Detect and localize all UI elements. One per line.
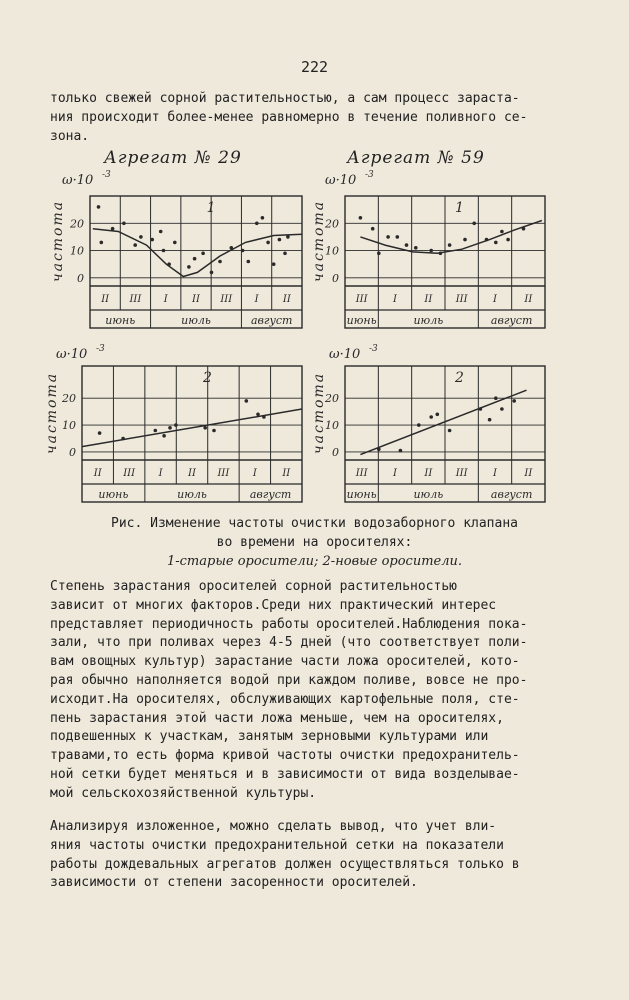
chart-agg59-old	[311, 168, 555, 330]
y-tick-label: 0	[332, 271, 339, 285]
data-point	[436, 413, 440, 417]
intro-paragraph	[50, 90, 550, 146]
data-point	[500, 407, 504, 411]
trend-line	[93, 229, 302, 277]
decade-label: I	[493, 294, 497, 305]
data-point	[429, 249, 433, 253]
decade-label: II	[101, 294, 110, 305]
chart-agg59-new	[311, 342, 555, 504]
data-point	[448, 429, 452, 433]
data-point	[448, 243, 452, 247]
curve-number: 2	[455, 370, 464, 386]
y-tick-label: 20	[62, 392, 76, 406]
data-point	[167, 262, 171, 266]
data-point	[377, 448, 381, 452]
caption-legend: 1-старые оросители; 2-новые оросители.	[166, 554, 463, 569]
decade-label: I	[393, 294, 397, 305]
plot-frame	[82, 366, 302, 502]
data-point	[500, 230, 504, 234]
data-point	[439, 252, 443, 256]
text-line: исходит.На оросителях, обслуживающих картофельные поля, сте-	[50, 691, 520, 707]
data-point	[359, 216, 363, 220]
data-point	[377, 252, 381, 256]
data-point	[522, 227, 526, 231]
text-line: пень зарастания этой части ложа меньше, чем на оросителях,	[50, 710, 504, 726]
text-line: ной сетки будет меняться и в зависимости от вида возделывае-	[50, 766, 520, 782]
data-point	[255, 222, 259, 226]
y-axis-label: частота	[50, 199, 66, 283]
y-tick-label: 0	[332, 445, 339, 459]
month-label: август	[249, 488, 292, 501]
text-line: зависит от многих факторов.Среди них практический интерес	[50, 597, 497, 613]
data-point	[162, 249, 166, 253]
decade-label: II	[424, 294, 433, 305]
y-tick-label: 10	[70, 244, 84, 258]
decade-label: III	[355, 294, 368, 305]
data-point	[97, 205, 101, 209]
month-label: август	[490, 314, 533, 327]
decade-label: I	[158, 468, 163, 479]
text-line: травами,то есть форма кривой частоты очистки предохранитель-	[50, 748, 520, 764]
month-label: июнь	[98, 488, 129, 501]
data-point	[278, 238, 282, 242]
data-point	[201, 252, 205, 256]
y-tick-label: 0	[69, 445, 76, 459]
data-point	[371, 227, 375, 231]
text-line: Степень зарастания оросителей сорной растительностью	[50, 579, 457, 594]
decade-label: III	[455, 468, 468, 479]
text-line: зали, что при поливах через 4-5 дней (что соответствует поли-	[50, 635, 528, 651]
data-point	[241, 249, 245, 253]
data-point	[463, 238, 467, 242]
text-line: зависимости от степени засоренности оросителей.	[50, 875, 418, 891]
data-point	[121, 437, 125, 441]
data-point	[162, 434, 166, 438]
data-point	[159, 230, 163, 234]
unit-label: ω·10	[325, 173, 357, 188]
data-point	[230, 246, 234, 250]
decade-label: II	[93, 468, 102, 479]
caption-line: Рис. Изменение частоты очистки водозаборного клапана	[111, 516, 518, 531]
decade-label: I	[493, 468, 497, 479]
data-point	[139, 235, 143, 239]
aggregate-29-title: Агрегат № 29	[104, 148, 242, 168]
y-axis-label: частота	[311, 199, 327, 283]
data-point	[283, 252, 287, 256]
month-label: июль	[413, 488, 444, 501]
data-point	[247, 260, 251, 264]
chart-agg29-old	[40, 168, 310, 330]
data-point	[256, 413, 260, 417]
decade-label: III	[217, 468, 230, 479]
month-label: июль	[181, 314, 211, 327]
aggregate-59-title: Агрегат № 59	[347, 148, 485, 168]
text-line: подвешенных к участкам, занятым зерновыми культурами или	[50, 729, 489, 745]
caption-line: во времени на оросителях:	[216, 535, 413, 550]
data-point	[414, 246, 418, 250]
decade-label: II	[524, 468, 533, 479]
decade-label: I	[163, 294, 168, 305]
decade-label: III	[129, 294, 142, 305]
data-point	[168, 426, 172, 430]
month-label: июнь	[105, 314, 136, 327]
y-tick-label: 10	[325, 244, 339, 258]
y-tick-label: 20	[325, 392, 339, 406]
trend-line	[360, 390, 526, 454]
text-line: только свежей сорной растительностью, а сам процесс зараста-	[50, 91, 520, 106]
month-label: июль	[177, 488, 207, 501]
text-line: зона.	[50, 128, 90, 144]
data-point	[203, 426, 207, 430]
data-point	[210, 271, 214, 275]
data-point	[512, 399, 516, 403]
unit-label: ω·10	[56, 347, 88, 362]
decade-label: II	[282, 294, 291, 305]
decade-label: I	[254, 294, 259, 305]
data-point	[154, 429, 158, 433]
decade-label: III	[220, 294, 233, 305]
unit-exponent: -3	[365, 170, 374, 180]
text-line: Анализируя изложенное, можно сделать вывод, что учет вли-	[50, 819, 497, 834]
data-point	[173, 241, 177, 245]
data-point	[212, 429, 216, 433]
chart-agg29-new	[40, 342, 310, 504]
month-label: август	[250, 314, 293, 327]
unit-exponent: -3	[96, 344, 105, 354]
month-label: июнь	[346, 314, 377, 327]
data-point	[245, 399, 249, 403]
data-point	[494, 241, 498, 245]
data-point	[193, 257, 197, 261]
y-tick-label: 20	[325, 217, 339, 231]
decade-label: I	[252, 468, 257, 479]
text-line: мой сельскохозяйственной культуры.	[50, 785, 317, 801]
month-label: июнь	[346, 488, 377, 501]
curve-number: 1	[455, 200, 464, 216]
text-line: представляет периодичность работы оросителей.Наблюдения пока-	[50, 616, 528, 632]
decade-label: I	[393, 468, 397, 479]
data-point	[111, 227, 115, 231]
data-point	[405, 243, 409, 247]
data-point	[386, 235, 390, 239]
decade-label: II	[192, 294, 200, 305]
data-point	[286, 235, 290, 239]
data-point	[488, 418, 492, 422]
decade-label: III	[355, 468, 368, 479]
data-point	[479, 407, 483, 411]
data-point	[261, 216, 265, 220]
month-label: август	[490, 488, 533, 501]
curve-number: 2	[203, 370, 212, 386]
text-line: ния происходит более-менее равномерно в течение поливного се-	[50, 109, 528, 125]
data-point	[472, 222, 476, 226]
data-point	[485, 238, 489, 242]
data-point	[122, 222, 126, 226]
trend-line	[82, 409, 302, 447]
decade-label: III	[455, 294, 468, 305]
data-point	[133, 243, 137, 247]
data-point	[174, 423, 178, 427]
data-point	[266, 241, 270, 245]
data-point	[272, 262, 276, 266]
unit-label: ω·10	[62, 173, 94, 188]
text-line: вам овощных культур) зарастание части ложа оросителей, кото-	[50, 654, 520, 670]
data-point	[100, 241, 104, 245]
data-point	[218, 260, 222, 264]
text-line: яния частоты очистки предохранительной сетки на показатели	[50, 837, 504, 853]
decade-label: II	[524, 294, 533, 305]
decade-label: II	[188, 468, 196, 479]
y-axis-label: частота	[311, 371, 327, 455]
data-point	[187, 265, 191, 269]
unit-label: ω·10	[329, 347, 361, 362]
curve-number: 1	[206, 200, 216, 216]
month-label: июль	[413, 314, 444, 327]
data-point	[396, 235, 400, 239]
unit-exponent: -3	[102, 170, 111, 180]
unit-exponent: -3	[369, 344, 378, 354]
text-line: рая обычно наполняется водой при каждом поливе, вовсе не про-	[50, 672, 528, 688]
decade-label: III	[123, 468, 136, 479]
y-tick-label: 10	[62, 419, 76, 433]
data-point	[98, 431, 102, 435]
text-line: работы дождевальных агрегатов должен осуществляться только в	[50, 856, 520, 872]
data-point	[399, 449, 403, 453]
data-point	[429, 415, 433, 419]
data-point	[494, 396, 498, 400]
y-axis-label: частота	[44, 371, 60, 455]
body-paragraph-1	[50, 578, 550, 804]
data-point	[150, 238, 154, 242]
y-tick-label: 10	[325, 419, 339, 433]
y-tick-label: 20	[70, 217, 84, 231]
data-point	[417, 423, 421, 427]
figure-caption	[0, 514, 629, 571]
decade-label: II	[282, 468, 291, 479]
page-number: 222	[300, 58, 329, 76]
y-tick-label: 0	[77, 271, 84, 285]
plot-frame	[90, 196, 302, 328]
body-paragraph-2	[50, 818, 550, 893]
data-point	[506, 238, 510, 242]
data-point	[262, 415, 266, 419]
decade-label: II	[424, 468, 433, 479]
